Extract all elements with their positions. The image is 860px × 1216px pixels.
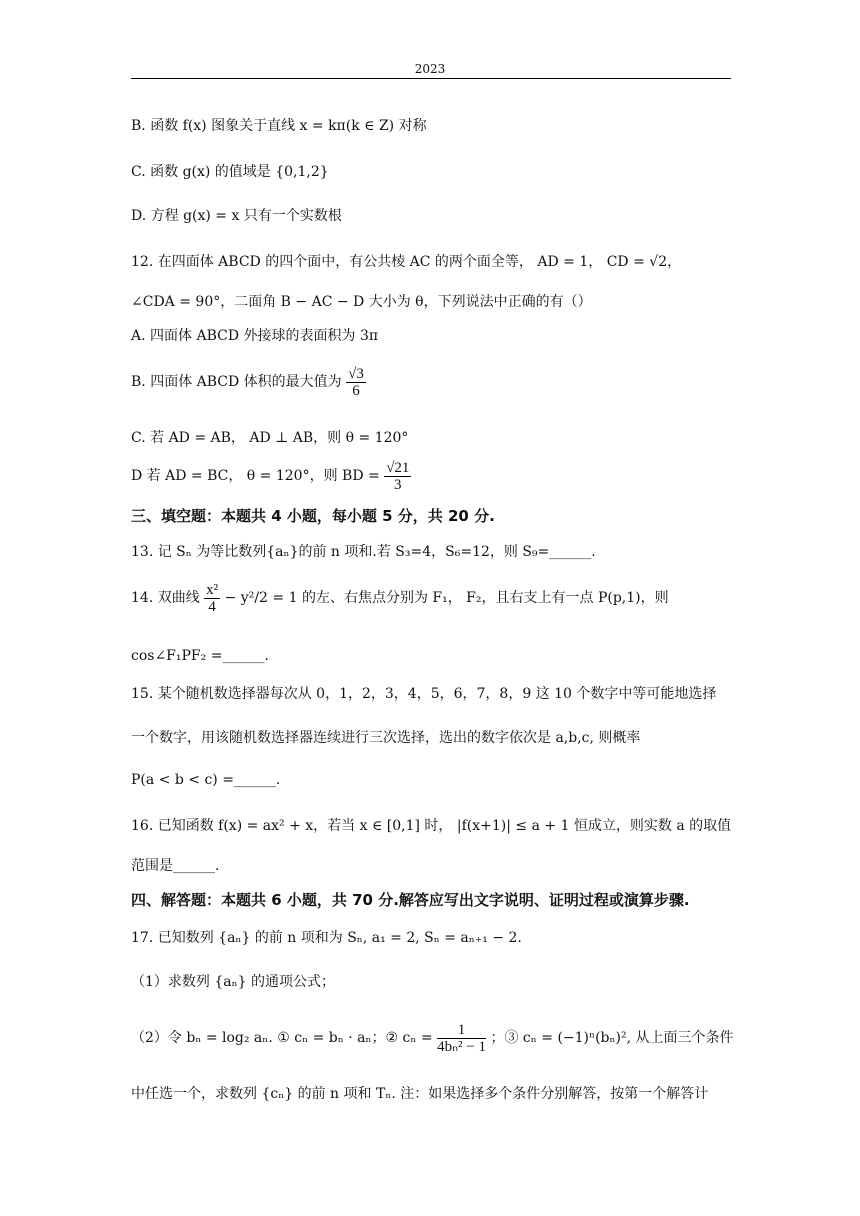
question-15: 15. 某个随机数选择器每次从 0，1，2，3，4，5，6，7，8，9 这 10 个数字中等可能地选择 xyxy=(131,686,717,702)
fraction-denominator: 4bₙ² − 1 xyxy=(437,1038,487,1055)
question-16: 16. 已知函数 f(x) = ax² + x，若当 x ∈ [0,1] 时， |f(x+1)| ≤ a + 1 恒成立，则实数 a 的取值 xyxy=(131,818,732,834)
fraction-numerator: 1 xyxy=(437,1022,486,1039)
question-14 xyxy=(131,578,669,618)
fraction-x2-over-4 xyxy=(204,582,220,615)
question-13: 13. 记 Sₙ 为等比数列{aₙ}的前 n 项和.若 S₃=4，S₆=12，则 S₉=______. xyxy=(131,544,596,560)
question-14-cont: cos∠F₁PF₂ =______. xyxy=(131,648,269,664)
fraction-numerator: x² xyxy=(206,581,219,598)
question-12-stem-cont: ∠CDA = 90°，二面角 B − AC − D 大小为 θ，下列说法中正确的有（） xyxy=(131,294,592,310)
fraction-sqrt3-over-6 xyxy=(346,366,366,399)
option-d-12-text: D 若 AD = BC， θ = 120°，则 BD = xyxy=(131,468,380,484)
question-17-part-2-cont: ；③ cₙ = (−1)ⁿ(bₙ)², 从上面三个条件 xyxy=(490,1030,734,1046)
option-c-11: C. 函数 g(x) 的值域是 {0,1,2} xyxy=(131,164,329,180)
option-c-12: C. 若 AD = AB， AD ⊥ AB，则 θ = 120° xyxy=(131,430,409,446)
question-17: 17. 已知数列 {aₙ} 的前 n 项和为 Sₙ, a₁ = 2, Sₙ = aₙ₊₁ − 2. xyxy=(131,930,522,946)
cn-label: cₙ = xyxy=(402,1030,433,1046)
fraction-cn xyxy=(437,1022,486,1055)
question-17-part-1: （1）求数列 {aₙ} 的通项公式； xyxy=(131,974,336,990)
section-3-title: 三、填空题：本题共 4 小题，每小题 5 分，共 20 分. xyxy=(131,507,495,525)
question-15-cont: 一个数字，用该随机数选择器连续进行三次选择，选出的数字依次是 a,b,c, 则概率 xyxy=(131,730,641,746)
fraction-numerator: √21 xyxy=(386,459,410,476)
question-12-stem: 12. 在四面体 ABCD 的四个面中，有公共棱 AC 的两个面全等， AD = 1， CD = √2， xyxy=(131,254,682,270)
question-17-part-2-note: 中任选一个，求数列 {cₙ} 的前 n 项和 Tₙ. 注：如果选择多个条件分别解答，按第一个解答计 xyxy=(131,1086,709,1102)
fraction-numerator: √3 xyxy=(348,365,364,382)
fraction-sqrt21-over-3 xyxy=(384,460,411,493)
question-14-label: 14. 双曲线 xyxy=(131,590,200,606)
question-17-part-2 xyxy=(131,1018,734,1058)
question-17-part-2-text: （2）令 bₙ = log₂ aₙ. ① cₙ = bₙ · aₙ；② xyxy=(131,1030,399,1046)
question-14-text: − y²/2 = 1 的左、右焦点分别为 F₁， F₂，且右支上有一点 P(p,1)，则 xyxy=(224,590,669,606)
fraction-denominator: 4 xyxy=(208,598,216,615)
option-d-11: D. 方程 g(x) = x 只有一个实数根 xyxy=(131,208,342,224)
section-4-title: 四、解答题：本题共 6 小题，共 70 分.解答应写出文字说明、证明过程或演算步骤. xyxy=(131,891,690,909)
option-d-12 xyxy=(131,456,411,496)
header-rule xyxy=(131,78,731,79)
question-15-answer: P(a < b < c) =______. xyxy=(131,772,281,788)
option-a-12: A. 四面体 ABCD 外接球的表面积为 3π xyxy=(131,328,379,344)
page-header-year: 2023 xyxy=(414,62,446,76)
fraction-denominator: 3 xyxy=(394,476,402,493)
option-b-12-text: B. 四面体 ABCD 体积的最大值为 xyxy=(131,374,342,390)
fraction-denominator: 6 xyxy=(352,382,360,399)
question-16-cont: 范围是______. xyxy=(131,858,220,874)
option-b-11: B. 函数 f(x) 图象关于直线 x = kπ(k ∈ Z) 对称 xyxy=(131,118,427,134)
option-b-12 xyxy=(131,362,366,402)
